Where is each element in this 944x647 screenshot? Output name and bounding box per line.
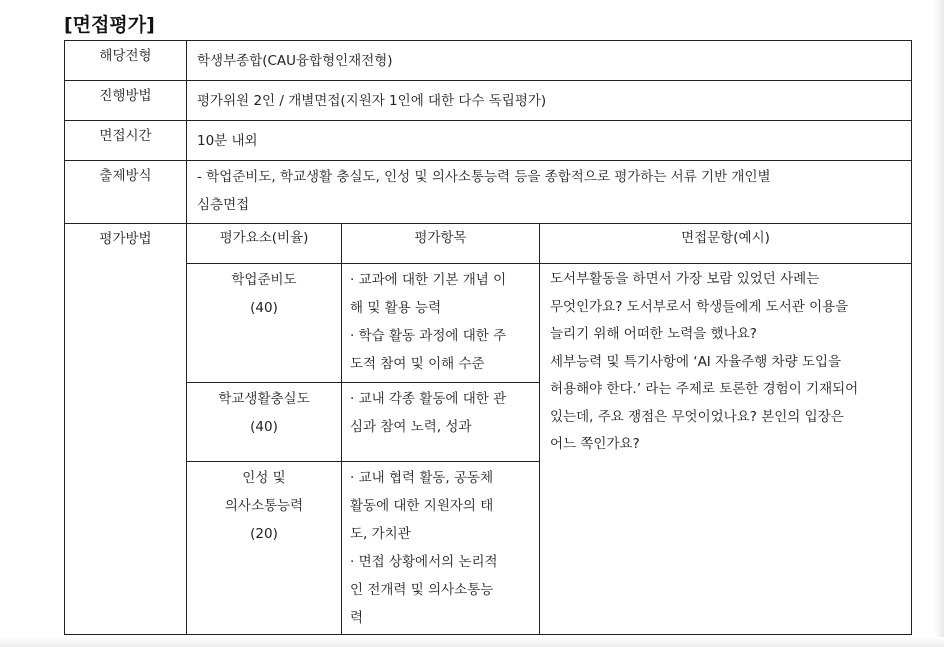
question-example <box>540 264 912 635</box>
criteria-school-life <box>342 383 540 462</box>
label-method: 진행방법 <box>65 81 187 121</box>
value-admission-type: 학생부종합(CAU융합형인재전형) <box>187 41 912 81</box>
page-edge-shadow-right <box>934 0 944 647</box>
criteria-character-line: 력 <box>350 610 364 626</box>
question-line: 허용해야 한다.’ 라는 주제로 토론한 경험이 기재되어 <box>550 381 859 397</box>
factor-academic <box>187 264 342 383</box>
criteria-character <box>342 462 540 635</box>
criteria-academic-line: · 학습 활동 과정에 대한 주 <box>350 328 507 344</box>
criteria-school-life-line: 심과 참여 노력, 성과 <box>350 419 472 435</box>
interview-evaluation-table <box>64 40 912 635</box>
header-factor: 평가요소(비율) <box>187 224 342 264</box>
criteria-academic-line: · 교과에 대한 기본 개념 이 <box>350 272 507 288</box>
criteria-character-line: · 교내 협력 활동, 공동체 <box>350 470 494 486</box>
row-time <box>65 121 912 161</box>
criteria-character-line: 도, 가치관 <box>350 526 411 542</box>
value-time: 10분 내외 <box>187 121 912 161</box>
page-edge-shadow-bottom <box>0 637 944 647</box>
question-line: 무엇인가요? 도서부로서 학생들에게 도서관 이용을 <box>550 298 849 315</box>
label-admission-type: 해당전형 <box>65 41 187 81</box>
factor-school-life-ratio: (40) <box>250 419 278 435</box>
label-format: 출제방식 <box>65 161 187 224</box>
format-line-2: 심층면접 <box>197 197 250 213</box>
factor-character-ratio: (20) <box>250 526 278 542</box>
question-line: 늘리기 위해 어떠한 노력을 했나요? <box>550 326 757 342</box>
question-line: 세부능력 및 특기사항에 ‘AI 자율주행 차량 도입을 <box>550 353 842 370</box>
question-line: 도서부활동을 하면서 가장 보람 있었던 사례는 <box>550 271 820 287</box>
row-admission-type <box>65 41 912 81</box>
value-format <box>187 161 912 224</box>
criteria-academic-line: 도적 참여 및 이해 수준 <box>350 356 485 372</box>
question-line: 있는데, 주요 쟁점은 무엇이었나요? 본인의 입장은 <box>550 408 844 425</box>
section-title: [면접평가] <box>64 14 155 36</box>
criteria-academic <box>342 264 540 383</box>
factor-school-life <box>187 383 342 462</box>
factor-character-name-1: 인성 및 <box>242 470 286 486</box>
factor-character-name-2: 의사소통능력 <box>224 498 304 514</box>
question-line: 어느 쪽인가요? <box>550 436 640 452</box>
criteria-character-line: · 면접 상황에서의 논리적 <box>350 554 498 570</box>
format-line-1: - 학업준비도, 학교생활 충실도, 인성 및 의사소통능력 등을 종합적으로 평가하는 서류 기반 개인별 <box>197 169 771 185</box>
value-method: 평가위원 2인 / 개별면접(지원자 1인에 대한 다수 독립평가) <box>187 81 912 121</box>
criteria-character-line: 인 전개력 및 의사소통능 <box>350 582 494 598</box>
row-eval-header <box>65 224 912 264</box>
row-factor-academic <box>65 264 912 383</box>
factor-academic-name: 학업준비도 <box>231 272 297 288</box>
factor-character <box>187 462 342 635</box>
criteria-school-life-line: · 교내 각종 활동에 대한 관 <box>350 391 507 407</box>
criteria-character-line: 활동에 대한 지원자의 태 <box>350 498 494 514</box>
criteria-academic-line: 해 및 활용 능력 <box>350 300 442 316</box>
row-format <box>65 161 912 224</box>
factor-academic-ratio: (40) <box>250 300 278 316</box>
header-criteria: 평가항목 <box>342 224 540 264</box>
label-time: 면접시간 <box>65 121 187 161</box>
header-question: 면접문항(예시) <box>540 224 912 264</box>
label-evaluation: 평가방법 <box>65 224 187 635</box>
row-method <box>65 81 912 121</box>
factor-school-life-name: 학교생활충실도 <box>218 391 310 407</box>
